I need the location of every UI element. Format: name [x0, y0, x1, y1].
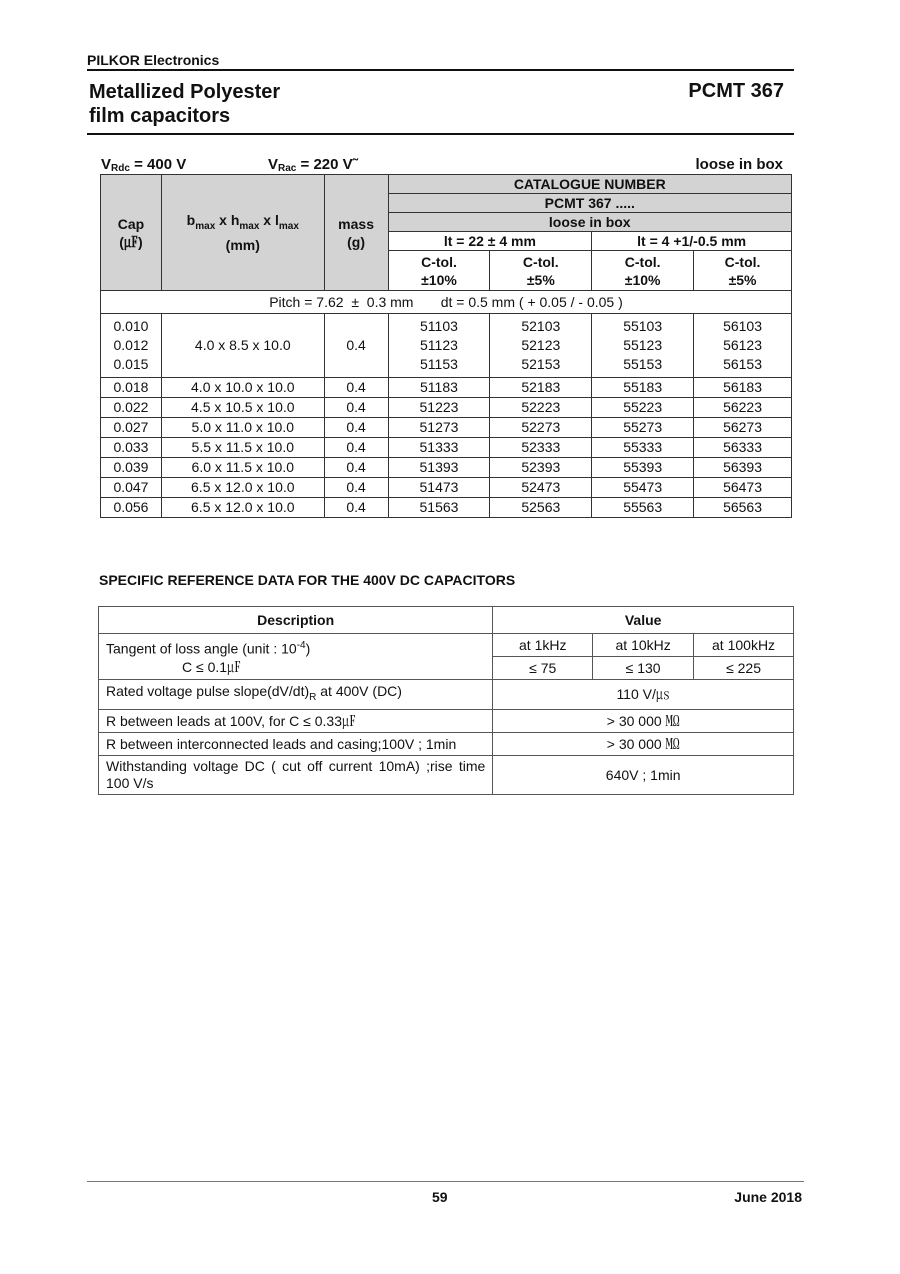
cap-cell: 0.010 0.012 0.015 [101, 314, 162, 378]
table-row [101, 438, 792, 458]
catalogue-cell: 55473 [592, 478, 694, 498]
cap-cell: 0.056 [101, 498, 162, 518]
title-line-2: film capacitors [89, 105, 231, 127]
table-row [101, 478, 792, 498]
header-lead-short: lt = 4 +1/-0.5 mm [592, 232, 792, 251]
dims-cell: 5.5 x 11.5 x 10.0 [161, 438, 324, 458]
pulse-slope-value: 110 V/㎲ [493, 680, 794, 710]
rated-ac-voltage [268, 156, 358, 174]
catalogue-cell: 56273 [694, 418, 792, 438]
catalogue-cell: 51273 [388, 418, 490, 438]
catalogue-cell: 51393 [388, 458, 490, 478]
vrac-value: = 220 V˜ [296, 156, 358, 173]
catalogue-cell: 51183 [388, 378, 490, 398]
catalogue-cell: 55183 [592, 378, 694, 398]
header-rule-top [87, 69, 794, 71]
catalogue-cell: 52273 [490, 418, 592, 438]
dims-cell: 4.0 x 8.5 x 10.0 [161, 314, 324, 378]
catalogue-cell: 52223 [490, 398, 592, 418]
cap-unit: (㎌) [119, 233, 143, 250]
r-casing-description: R between interconnected leads and casing;100V ; 1min [99, 732, 493, 755]
reference-table [98, 606, 794, 795]
cap-cell: 0.033 [101, 438, 162, 458]
catalogue-cell: 56393 [694, 458, 792, 478]
header-value: Value [493, 607, 794, 634]
page-title [89, 80, 280, 128]
model-number: PCMT 367 [688, 80, 784, 102]
table-row [101, 498, 792, 518]
catalogue-cell: 52183 [490, 378, 592, 398]
page-number: 59 [432, 1189, 448, 1205]
catalogue-cell: 51223 [388, 398, 490, 418]
header-description: Description [99, 607, 493, 634]
vrdc-subscript: Rdc [111, 163, 130, 174]
header-dimensions [161, 175, 324, 291]
catalogue-cell: 51563 [388, 498, 490, 518]
table-row-group [101, 314, 792, 378]
header-packaging: loose in box [388, 213, 791, 232]
tangent-value-1khz: ≤ 75 [493, 657, 593, 680]
mass-cell: 0.4 [324, 498, 388, 518]
dims-b: $b_{max}$ [186, 212, 216, 232]
catalogue-cell: 51333 [388, 438, 490, 458]
mass-cell: 0.4 [324, 458, 388, 478]
mass-cell: 0.4 [324, 314, 388, 378]
title-line-1: Metallized Polyester [89, 81, 281, 103]
header-lead-long: lt = 22 ± 4 mm [388, 232, 592, 251]
mass-cell: 0.4 [324, 478, 388, 498]
mass-cell: 0.4 [324, 378, 388, 398]
header-tol-1: C-tol. ±10% [388, 251, 490, 291]
catalogue-cell: 51473 [388, 478, 490, 498]
rated-dc-voltage [101, 156, 186, 174]
vrac-symbol: V [268, 156, 279, 173]
tangent-description: Tangent of loss angle (unit : $10^{-4}$) C ≤ 0.1㎌ [99, 634, 493, 680]
catalogue-cell: 55333 [592, 438, 694, 458]
withstand-value: 640V ; 1min [493, 755, 794, 794]
dims-cell: 4.0 x 10.0 x 10.0 [161, 378, 324, 398]
dims-cell: 5.0 x 11.0 x 10.0 [161, 418, 324, 438]
dims-cell: 6.5 x 12.0 x 10.0 [161, 478, 324, 498]
freq-10khz: at 10kHz [593, 634, 694, 657]
catalogue-cell: 55563 [592, 498, 694, 518]
mass-label: mass [338, 215, 374, 232]
r-leads-description: R between leads at 100V, for C ≤ 0.33㎌ [99, 709, 493, 732]
footer-date: June 2018 [734, 1189, 802, 1205]
cap-cell: 0.022 [101, 398, 162, 418]
footer-rule [87, 1181, 804, 1182]
catalogue-cell: 56473 [694, 478, 792, 498]
catalogue-cell: 52393 [490, 458, 592, 478]
dims-l: $l_{max}$ [274, 212, 299, 232]
dims-unit: (mm) [225, 236, 260, 253]
pulse-slope-description: Rated voltage pulse $slope(dV/dt)_R$ at 400V (DC) [99, 680, 493, 710]
tangent-condition: C ≤ 0.1㎌ [182, 658, 242, 675]
header-catalogue-number: CATALOGUE NUMBER [388, 175, 791, 194]
header-mass [324, 175, 388, 291]
catalogue-table [100, 174, 792, 518]
mass-cell: 0.4 [324, 438, 388, 458]
header-tol-3: C-tol. ±10% [592, 251, 694, 291]
section-title: SPECIFIC REFERENCE DATA FOR THE 400V DC CAPACITORS [99, 572, 516, 588]
header-tol-2: C-tol. ±5% [490, 251, 592, 291]
vrac-subscript: Rac [278, 163, 297, 174]
catalogue-cell: 56223 [694, 398, 792, 418]
freq-1khz: at 1kHz [493, 634, 593, 657]
catalogue-cell: 52473 [490, 478, 592, 498]
header-series: PCMT 367 ..... [388, 194, 791, 213]
tangent-value-10khz: ≤ 130 [593, 657, 694, 680]
dims-cell: 4.5 x 10.5 x 10.0 [161, 398, 324, 418]
dims-h: $h_{max}$ [230, 212, 260, 232]
freq-100khz: at 100kHz [694, 634, 794, 657]
header-cap [101, 175, 162, 291]
catalogue-cell: 52563 [490, 498, 592, 518]
catalogue-cell: 51103 51123 51153 [388, 314, 490, 378]
mass-cell: 0.4 [324, 398, 388, 418]
catalogue-cell: 55223 [592, 398, 694, 418]
cap-cell: 0.039 [101, 458, 162, 478]
cap-cell: 0.027 [101, 418, 162, 438]
table-row [101, 378, 792, 398]
mass-unit: (g) [347, 233, 366, 250]
company-name: PILKOR Electronics [87, 52, 220, 68]
packaging-label: loose in box [695, 156, 783, 173]
catalogue-cell: 55273 [592, 418, 694, 438]
dims-cell: 6.5 x 12.0 x 10.0 [161, 498, 324, 518]
cap-cell: 0.047 [101, 478, 162, 498]
r-leads-value: > 30 000 ㏁ [493, 709, 794, 732]
cap-label: Cap [117, 215, 145, 232]
catalogue-cell: 56333 [694, 438, 792, 458]
table-row [101, 418, 792, 438]
catalogue-cell: 52333 [490, 438, 592, 458]
catalogue-cell: 55393 [592, 458, 694, 478]
catalogue-cell: 56103 56123 56153 [694, 314, 792, 378]
tangent-value-100khz: ≤ 225 [694, 657, 794, 680]
catalogue-cell: 56183 [694, 378, 792, 398]
catalogue-cell: 55103 55123 55153 [592, 314, 694, 378]
header-tol-4: C-tol. ±5% [694, 251, 792, 291]
catalogue-cell: 52103 52123 52153 [490, 314, 592, 378]
dims-cell: 6.0 x 11.5 x 10.0 [161, 458, 324, 478]
pitch-note: Pitch = 7.62 ± 0.3 mm dt = 0.5 mm ( + 0.05 / - 0.05 ) [101, 291, 792, 314]
dims-x1: x [215, 212, 231, 229]
vrdc-value: = 400 V [129, 156, 187, 173]
table-row [101, 398, 792, 418]
catalogue-cell: 56563 [694, 498, 792, 518]
header-rule-bottom [87, 133, 794, 135]
vrdc-symbol: V [101, 156, 112, 173]
withstand-description: Withstanding voltage DC ( cut off current 10mA) ;rise time 100 V/s [99, 755, 493, 794]
dims-x2: x [259, 212, 275, 229]
cap-cell: 0.018 [101, 378, 162, 398]
mass-cell: 0.4 [324, 418, 388, 438]
table-row [101, 458, 792, 478]
r-casing-value: > 30 000 ㏁ [493, 732, 794, 755]
